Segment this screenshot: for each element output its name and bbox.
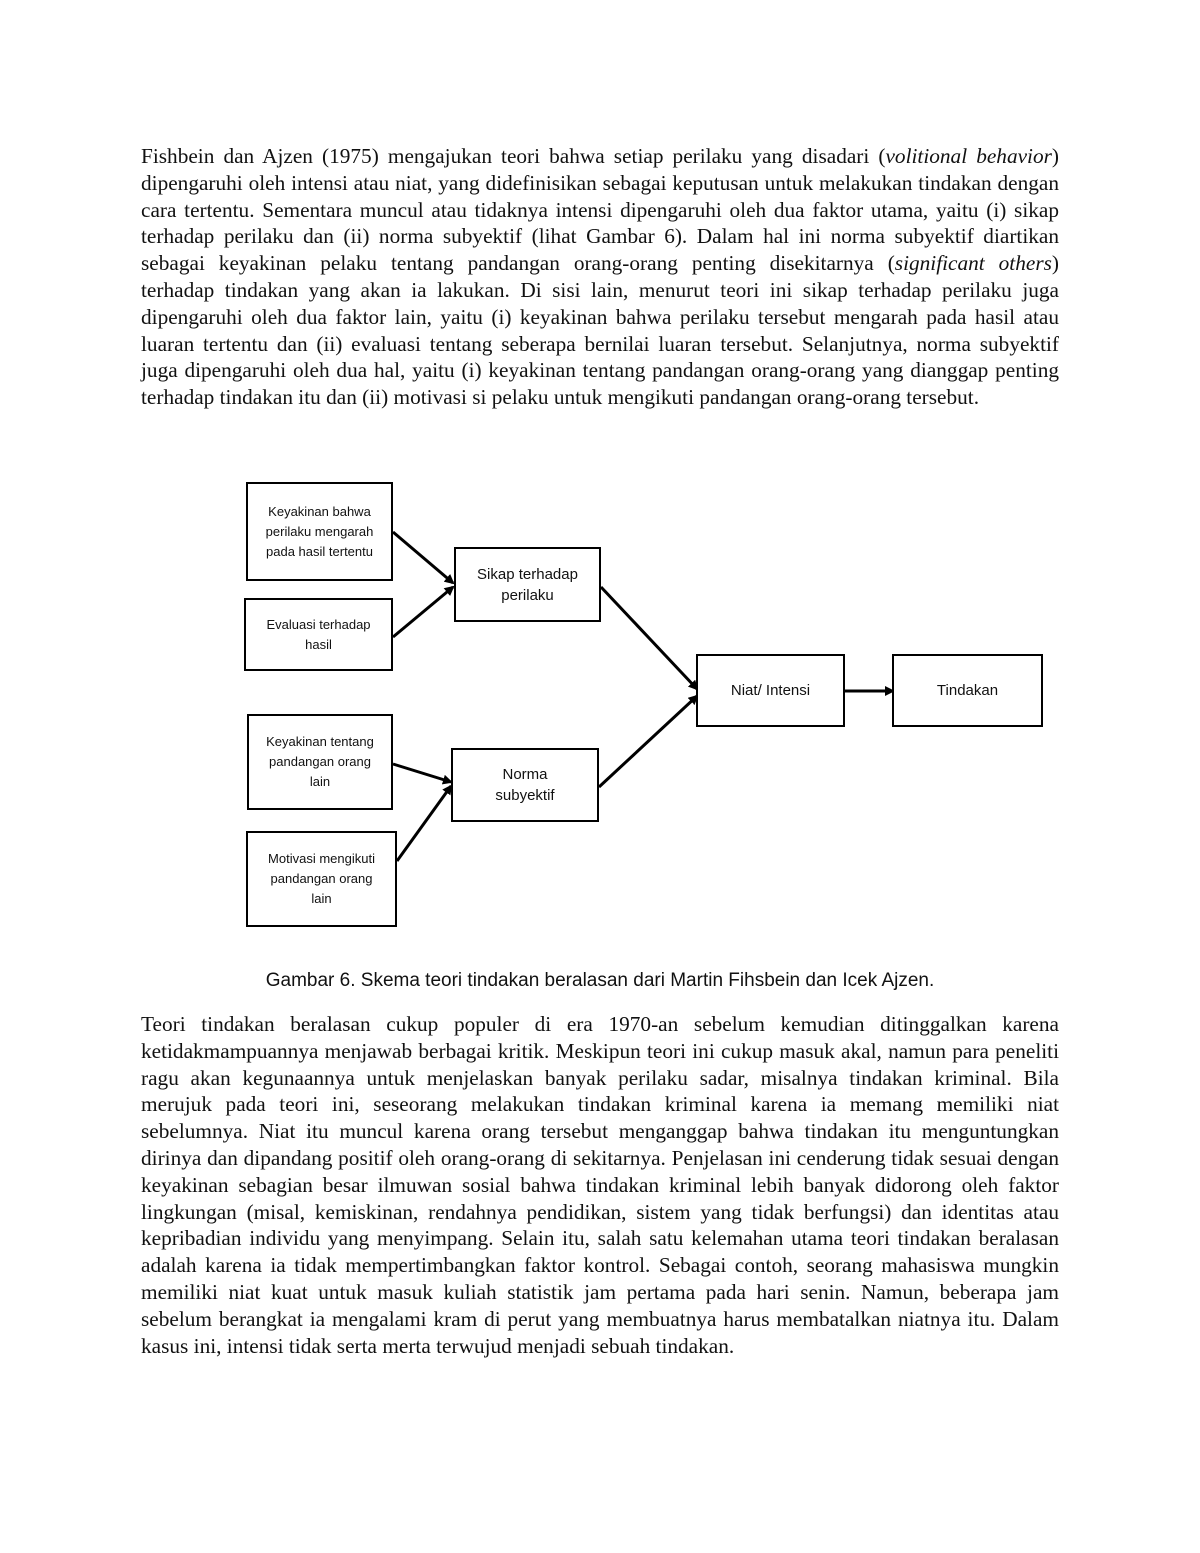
arrow-keyakinan-orang-to-norma: [393, 764, 451, 782]
box-keyakinan-orang-lain: [247, 714, 393, 810]
box-norma-label: Norma subyektif: [495, 766, 555, 804]
box-norma: [451, 748, 599, 822]
box-tindakan-label: Tindakan: [936, 682, 999, 699]
arrow-norma-to-niat: [599, 696, 697, 787]
box-keyakinan-hasil-label: Keyakinan bahwa perilaku mengarah pada hasil tertentu: [265, 503, 374, 559]
box-tindakan: [892, 654, 1043, 727]
figure-caption: Gambar 6. Skema teori tindakan beralasan dari Martin Fihsbein dan Icek Ajzen.: [265, 970, 935, 991]
box-niat: [696, 654, 845, 727]
box-niat-label: Niat/ Intensi: [730, 682, 811, 699]
term-significant-others: significant others: [894, 251, 1052, 276]
box-motivasi-label: Motivasi mengikuti pandangan orang lain: [268, 851, 375, 906]
arrow-sikap-to-niat: [601, 587, 697, 689]
box-evaluasi-hasil: [244, 598, 393, 671]
arrow-motivasi-to-norma: [397, 786, 451, 861]
paragraph-intro-text-1: Fishbein dan Ajzen (1975) mengajukan teori bahwa setiap perilaku yang disadari (: [141, 144, 886, 168]
arrow-keyakinan-to-sikap: [393, 532, 453, 583]
box-motivasi: [246, 831, 397, 927]
box-keyakinan-hasil: [246, 482, 393, 581]
paragraph-critique: Teori tindakan beralasan cukup populer di era 1970-an sebelum kemudian ditinggalkan karena ketidakmampuannya menjawab berbagai kritik. Meskipun teori ini cukup masuk akal, namun para peneliti ragu akan kegunaannya untuk menjelaskan banyak perilaku sadar, misalnya tindakan kriminal. Bila merujuk pada teori ini, seseorang melakukan tindakan kriminal karena ia memang memiliki niat sebelumnya. Niat itu muncul karena orang tersebut menganggap bahwa tindakan itu menguntungkan dirinya dan dipandang positif oleh orang-orang di sekitarnya. Penjelasan ini cenderung tidak sesuai dengan keyakinan sebagian besar ilmuwan sosial bahwa tindakan kriminal lebih banyak didorong oleh faktor lingkungan (misal, kemiskinan, rendahnya pendidikan, sistem yang tidak berfungsi) dan identitas atau kepribadian individu yang menyimpang. Selain itu, salah satu kelemahan utama teori tindakan beralasan adalah karena ia tidak mempertimbangkan faktor kontrol. Sebagai contoh, seorang mahasiswa mungkin memiliki niat kuat untuk masuk kuliah statistik jam pertama pada hari senin. Namun, beberapa jam sebelum berangkat ia mengalami kram di perut yang membuatnya harus membatalkan niatnya itu. Dalam kasus ini, intensi tidak serta merta terwujud menjadi sebuah tindakan.: [141, 1012, 1059, 1358]
paragraph-intro-text-2: ) dipengaruhi oleh intensi atau niat, yang didefinisikan sebagai keputusan untuk melakukan tindakan dengan cara tertentu. Sementara muncul atau tidaknya intensi dipengaruhi oleh dua faktor utama, yaitu (i) sikap terhadap perilaku dan (ii) norma subyektif (lihat Gambar 6). Dalam hal ini norma subyektif diartikan sebagai keyakinan pelaku tentang pandangan orang-orang penting disekitarnya (: [141, 144, 1059, 276]
term-volitional-behavior: volitional behavior: [885, 144, 1052, 168]
box-evaluasi-hasil-label: Evaluasi terhadap hasil: [266, 616, 371, 652]
paragraph-intro-text-3: ) terhadap tindakan yang akan ia lakukan. Di sisi lain, menurut teori ini sikap terhadap perilaku juga dipengaruhi oleh dua faktor lain, yaitu (i) keyakinan bahwa perilaku tersebut mengarah pada hasil atau luaran tertentu dan (ii) evaluasi tentang seberapa bernilai luaran tersebut. Selanjutnya, norma subyektif juga dipengaruhi oleh dua hal, yaitu (i) keyakinan tentang pandangan orang-orang yang dianggap penting terhadap tindakan itu dan (ii) motivasi si pelaku untuk mengikuti pandangan orang-orang tersebut.: [141, 251, 1059, 410]
box-sikap: [454, 547, 601, 622]
box-sikap-label: Sikap terhadap perilaku: [477, 565, 578, 604]
box-keyakinan-orang-lain-label: Keyakinan tentang pandangan orang lain: [266, 734, 374, 789]
arrow-evaluasi-to-sikap: [393, 587, 453, 637]
